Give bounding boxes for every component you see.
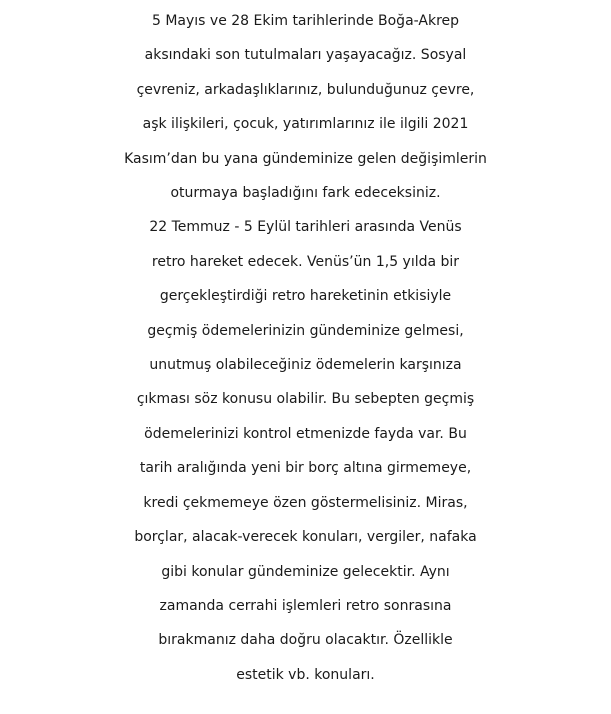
text-line: estetik vb. konuları.	[236, 666, 375, 683]
text-line: gerçekleştirdiği retro hareketinin etkisiyle	[159, 288, 452, 305]
text-line: aksındaki son tutulmaları yaşayacağız. Sosyal	[144, 47, 467, 64]
text-line: kredi çekmemeye özen göstermelisiniz. Miras,	[143, 494, 468, 511]
text-line: ödemelerinizi kontrol etmenizde fayda var. Bu	[144, 425, 467, 442]
text-line: zamanda cerrahi işlemleri retro sonrasına	[159, 597, 452, 614]
text-line: gibi konular gündeminize gelecektir. Aynı	[161, 563, 450, 580]
text-line: retro hareket edecek. Venüs’ün 1,5 yılda bir	[151, 253, 460, 270]
text-line: bırakmanız daha doğru olacaktır. Özellikle	[158, 632, 453, 649]
text-line: çevreniz, arkadaşlıklarınız, bulunduğunuz çevre,	[136, 81, 475, 98]
text-line: çıkması söz konusu olabilir. Bu sebepten geçmiş	[136, 391, 475, 408]
text-line: unutmuş olabileceğiniz ödemelerin karşınıza	[149, 357, 462, 374]
text-line: tarih aralığında yeni bir borç altına girmemeye,	[139, 460, 472, 477]
article-text	[0, 4, 611, 692]
text-line: borçlar, alacak-verecek konuları, vergiler, nafaka	[134, 529, 477, 546]
text-line: geçmiş ödemelerinizin gündeminize gelmesi,	[147, 322, 464, 339]
text-line: aşk ilişkileri, çocuk, yatırımlarınız ile ilgili 2021	[142, 116, 469, 133]
text-line: 22 Temmuz - 5 Eylül tarihleri arasında Venüs	[149, 219, 462, 236]
text-line: Kasım’dan bu yana gündeminize gelen değişimlerin	[124, 150, 487, 167]
text-line: oturmaya başladığını fark edeceksiniz.	[170, 185, 441, 202]
text-line: 5 Mayıs ve 28 Ekim tarihlerinde Boğa-Akrep	[151, 13, 460, 29]
